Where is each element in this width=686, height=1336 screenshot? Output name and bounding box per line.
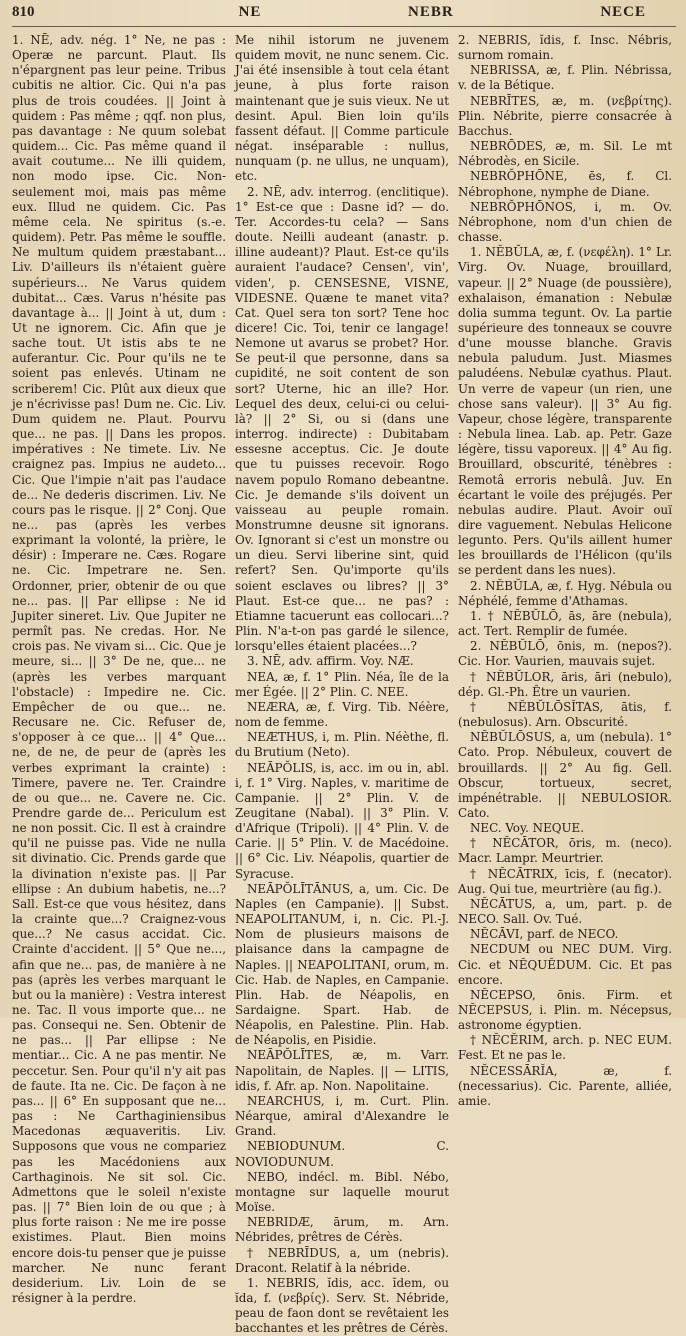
- entry-paragraph: NĔCĀVI, parf. de NECO.: [470, 927, 619, 942]
- entry-paragraph: NĔBŬLŌSUS, a, um (nebula). 1° Cato. Prop. Nébuleux, couvert de brouillards. || 2° Au fig. Gell. Obscur, tortueux, secret, impénétrable. || NEBULOSIOR. Cato.: [458, 730, 672, 820]
- entry-paragraph: NEĀPŎLĪTĀNUS, a, um. Cic. De Naples (en Campanie). || Subst. NEAPOLITANUM, i, n. Cic. Pl.-J. Nom de plusieurs maisons de plaisance dans la campagne de Naples. || NEAPOLITANI, orum, m. Cic. Hab. de Naples, en Campanie. Plin. Hab. de Néapolis, en Sardaigne. Spart. Hab. de Néapolis, en Palestine. Plin. Hab. de Néapolis, en Pisidie.: [235, 881, 449, 1048]
- text-columns: [12, 33, 676, 1336]
- entry-paragraph: NEBIODUNUM. C. NOVIODUNUM.: [235, 1139, 449, 1169]
- entry-paragraph: † NĔCĔRIM, arch. p. NEC EUM. Fest. Et ne pas le.: [458, 1033, 672, 1063]
- entry-paragraph: NEBRIDÆ, ārum, m. Arn. Nébrides, prêtres de Cérès.: [235, 1215, 449, 1245]
- guide-word-center: NEBR: [408, 4, 454, 20]
- entry-paragraph: † NĔBŬLŌSĬTAS, ātis, f. (nebulosus). Arn. Obscurité.: [458, 699, 672, 730]
- page-number: 810: [12, 4, 35, 20]
- entry-paragraph: 2. NĔBŬLA, æ, f. Hyg. Nébula ou Néphélé, femme d'Athamas.: [458, 578, 672, 608]
- running-header: [12, 4, 676, 27]
- entry-paragraph: NEA, æ, f. 1° Plin. Néa, île de la mer Égée. || 2° Plin. C. NEE.: [235, 669, 449, 699]
- entry-paragraph: NEBRĪTES, æ, m. (νεβρίτης). Plin. Nébrite, pierre consacrée à Bacchus.: [458, 93, 672, 138]
- entry-paragraph: 1. † NĔBŬLŌ, ās, āre (nebula), act. Tert. Remplir de fumée.: [458, 608, 672, 639]
- entry-paragraph: NEC. Voy. NEQUE.: [470, 821, 584, 836]
- entry-paragraph: NEBRŎPHŌNOS, i, m. Ov. Nébrophone, nom d'un chien de chasse.: [458, 199, 672, 245]
- entry-paragraph: 3. NĒ, adv. affirm. Voy. NÆ.: [247, 654, 414, 669]
- entry-paragraph: 1. NĒ, adv. nég. 1° Ne, ne pas : Operæ ne parcunt. Plaut. Ils n'épargnent pas leur peine. Tribus cubitis ne altior. Cic. Qui n'a pas plus de trois coudées. || Joint à quidem : Pas même ; qqf. non plus, pas davantage : Ne quum solebat quidem... Cic. Pas même quand il avait coutume... Ne illi quidem, non modo ipse. Cic. Non-seulement moi, mais pas même eux. Illud ne quidem. Cic. Pas même cela. Ne spiritus (s.-e. quidem). Petr. Pas même le souffle. Ne multum quidem præstabant... Liv. D'ailleurs ils n'étaient guère supérieurs... Ne Varus quidem dubitat... Cæs. Varus n'hésite pas davantage à... || Joint à ut, dum : Ut ne ignorem. Cic. Afin que je sache tout. Ut istis abs te ne auferantur. Cic. Pour qu'ils ne te soient pas enlevés. Utinam ne scriberem! Cic. Plût aux dieux que je n'écrivisse pas! Dum ne. Cic. Liv. Dum quidem ne. Plaut. Pourvu que... ne pas. || Dans les propos. impératives : Ne timete. Liv. Ne craignez pas. Impius ne audeto... Cic. Que l'impie n'ait pas l'audace de... Ne dederis discrimen. Liv. Ne cours pas le risque. || 2° Conj. Que ne... pas (après les verbes exprimant la volonté, la prière, le désir) : Imperare ne. Cæs. Rogare ne. Cic. Impetrare ne. Sen. Ordonner, prier, obtenir de ou que ne... pas. || Par ellipse : Ne id Jupiter sineret. Liv. Que Jupiter ne permît pas. Ne credas. Hor. Ne crois pas. Ne vivam si... Cic. Que je meure, si... || 3° De ne, que... ne (après les verbes marquant l'obstacle) : Impedire ne. Cic. Empêcher de ou que... ne. Recusare ne. Cic. Refuser de, s'opposer à ce que... || 4° Que... ne, de ne, de peur de (après les verbes exprimant la crainte) : Timere, pavere ne. Ter. Craindre de ou que... ne. Cavere ne. Cic. Prendre garde de... Periculum est ne non possit. Cic. Il est à craindre qu'il ne puisse pas. Vide ne nulla sit divinatio. Cic. Prends garde que la divination n'existe pas. || Par ellipse : An dubium habetis, ne...? Sall. Est-ce que vous hésitez, dans la crainte que...? Craignez-vous que...? Ne casus accidat. Cic. Crainte d'accident. || 5° Que ne..., afin que ne... pas, de manière à ne pas (après les verbes marquant le but ou la manière) : Vestra interest ne. Tac. Il vous importe que... ne pas. Consequi ne. Sen. Obtenir de ne pas... || Par ellipse : Ne mentiar... Cic. A ne pas mentir. Ne peccetur. Sen. Pour qu'il n'y ait pas de faute. Ita ne. Cic. De façon à ne pas... || 6° En supposant que ne... pas : Ne Carthaginiensibus Macedonas æquaveritis. Liv. Supposons que vous ne compariez pas les Macédoniens aux Carthaginois. Ne sit sol. Cic. Admettons que le soleil n'existe pas. || 7° Bien loin de ou que ; à plus forte raison : Ne me ire posse existimes. Plaut. Bien moins encore dois-tu penser que je puisse marcher. Ne nunc ferant desiderium. Liv. Loin de se résigner à la perdre.: [12, 33, 226, 1305]
- entry-paragraph: 2. NĔBŬLŌ, ōnis, m. (nepos?). Cic. Hor. Vaurien, mauvais sujet.: [458, 639, 672, 669]
- entry-paragraph: 1. NĔBŬLA, æ, f. (νεφέλη). 1° Lr. Virg. Ov. Nuage, brouillard, vapeur. || 2° Nuage (de poussière), exhalaison, émanation : Nebulæ dolia summa tegunt. Ov. La partie supérieure des tonneaux se couvre d'une mousse blanche. Gravis nebula paludum. Just. Miasmes paludéens. Nebulæ cyathus. Plaut. Un verre de vapeur (un rien, une chose sans valeur). || 3° Au fig. Vapeur, chose légère, transparente : Nebula linea. Lab. ap. Petr. Gaze légère, tissu vaporeux. || 4° Au fig. Brouillard, obscurité, ténèbres : Remotâ erroris nebulâ. Juv. En écartant le voile des préjugés. Per nebulas audire. Plaut. Avoir ouï dire vaguement. Nebulas Helicone legunto. Pers. Qu'ils aillent humer les brouillards de l'Hélicon (qu'ils se perdent dans les nues).: [458, 245, 672, 578]
- entry-paragraph: NEÆTHUS, i, m. Plin. Néèthe, fl. du Brutium (Neto).: [235, 730, 449, 760]
- entry-paragraph: 2. NEBRIS, ĭdis, f. Insc. Nébris, surnom romain.: [458, 33, 672, 63]
- entry-paragraph: NEÆRA, æ, f. Virg. Tib. Néère, nom de femme.: [235, 699, 449, 730]
- guide-word-left: NE: [238, 4, 262, 20]
- entry-paragraph: NEĀPŎLĪTES, æ, m. Varr. Napolitain, de Naples. || — LITIS, idis, f. Afr. ap. Non. Napolitaine.: [235, 1048, 449, 1093]
- entry-paragraph: NEĀPŎLIS, is, acc. im ou in, abl. i, f. 1° Virg. Naples, v. maritime de Campanie. || 2° Plin. V. de Zeugitane (Nabal). || 3° Plin. V. d'Afrique (Tripoli). || 4° Plin. V. de Carie. || 5° Plin. V. de Macédoine. || 6° Cic. Liv. Néapolis, quartier de Syracuse.: [235, 760, 449, 881]
- entry-paragraph: NEARCHUS, i, m. Curt. Plin. Néarque, amiral d'Alexandre le Grand.: [235, 1093, 449, 1139]
- guide-word-right: NECE: [600, 4, 646, 20]
- entry-paragraph: NĔCEPSO, ōnis. Firm. et NĔCEPSUS, i. Plin. m. Nécepsus, astronome égyptien.: [458, 987, 672, 1033]
- entry-paragraph: NĔCESSĀRĬA, æ, f. (necessarius). Cic. Parente, alliée, amie.: [458, 1063, 672, 1108]
- entry-paragraph: 1. NEBRIS, ĭdis, acc. ĭdem, ou ĭda, f. (νεβρίς). Serv. St. Nébride, peau de faon dont se revêtaient les bacchantes et les prêtres de Cérès.: [235, 1275, 449, 1336]
- entry-paragraph: NEBRŌDES, æ, m. Sil. Le mt Nébrodès, en Sicile.: [458, 139, 672, 169]
- entry-paragraph: NEBRŎPHŌNE, ēs, f. Cl. Nébrophone, nymphe de Diane.: [458, 169, 672, 199]
- entry-paragraph: † NĔCĀTRIX, īcis, f. (necator). Aug. Qui tue, meurtrière (au fig.).: [458, 866, 672, 896]
- column-left: [12, 33, 226, 1305]
- entry-paragraph: Me nihil istorum ne juvenem quidem movit, ne nunc senem. Cic. J'ai été insensible à tout cela étant jeune, à plus forte raison maintenant que je suis vieux. Ne ut desint. Apul. Bien loin qu'ils fassent défaut. || Comme particule négat. inséparable : nullus, nunquam (p. ne ullus, ne unquam), etc.: [235, 33, 449, 184]
- column-right: [458, 33, 672, 1108]
- entry-paragraph: † NĔBŬLOR, āris, āri (nebulo), dép. Gl.-Ph. Être un vaurien.: [458, 669, 672, 699]
- entry-paragraph: NEBO, indécl. m. Bibl. Nébo, montagne sur laquelle mourut Moïse.: [235, 1169, 449, 1215]
- entry-paragraph: † NEBRĪDUS, a, um (nebris). Dracont. Relatif à la nébride.: [235, 1245, 449, 1275]
- entry-paragraph: NEBRISSA, æ, f. Plin. Nébrissa, v. de la Bétique.: [458, 63, 672, 93]
- entry-paragraph: NĔCĀTUS, a, um, part. p. de NECO. Sall. Ov. Tué.: [458, 896, 672, 927]
- entry-paragraph: † NĔCĀTOR, ōris, m. (neco). Macr. Lampr. Meurtrier.: [458, 836, 672, 866]
- entry-paragraph: 2. NĒ, adv. interrog. (enclitique). 1° Est-ce que : Dasne id? — do. Ter. Accordes-tu cela? — Sans doute. Neilli audeant (anastr. p. illine audeant)? Plaut. Est-ce qu'ils auraient l'audace? Censen', vin', viden', p. CENSESNE, VISNE, VIDESNE. Quæne te manet vita? Cat. Quel sera ton sort? Tene hoc dicere! Cic. Toi, tenir ce langage! Nemone ut avarus se probet? Hor. Se peut-il que personne, dans sa cupidité, ne soit content de son sort? Uterne, hic an ille? Hor. Lequel des deux, celui-ci ou celui-là? || 2° Si, ou si (dans une interrog. indirecte) : Dubitabam essesne acceptus. Cic. Je doute que tu puisses recevoir. Rogo navem populo Romano debeantne. Cic. Je demande s'ils doivent un vaisseau au peuple romain. Monstrumne deusne sit ignorans. Ov. Ignorant si c'est un monstre ou un dieu. Servi liberine sint, quid refert? Sen. Qu'importe qu'ils soient esclaves ou libres? || 3° Plaut. Est-ce que... ne pas? : Etiamne tacuerunt eas collocari...? Plin. N'a-t-on pas gardé le silence, lorsqu'elles étaient placées...?: [235, 184, 449, 654]
- entry-paragraph: NECDUM ou NEC DUM. Virg. Cic. et NĔQUĔDUM. Cic. Et pas encore.: [458, 942, 672, 987]
- column-middle: [235, 33, 449, 1336]
